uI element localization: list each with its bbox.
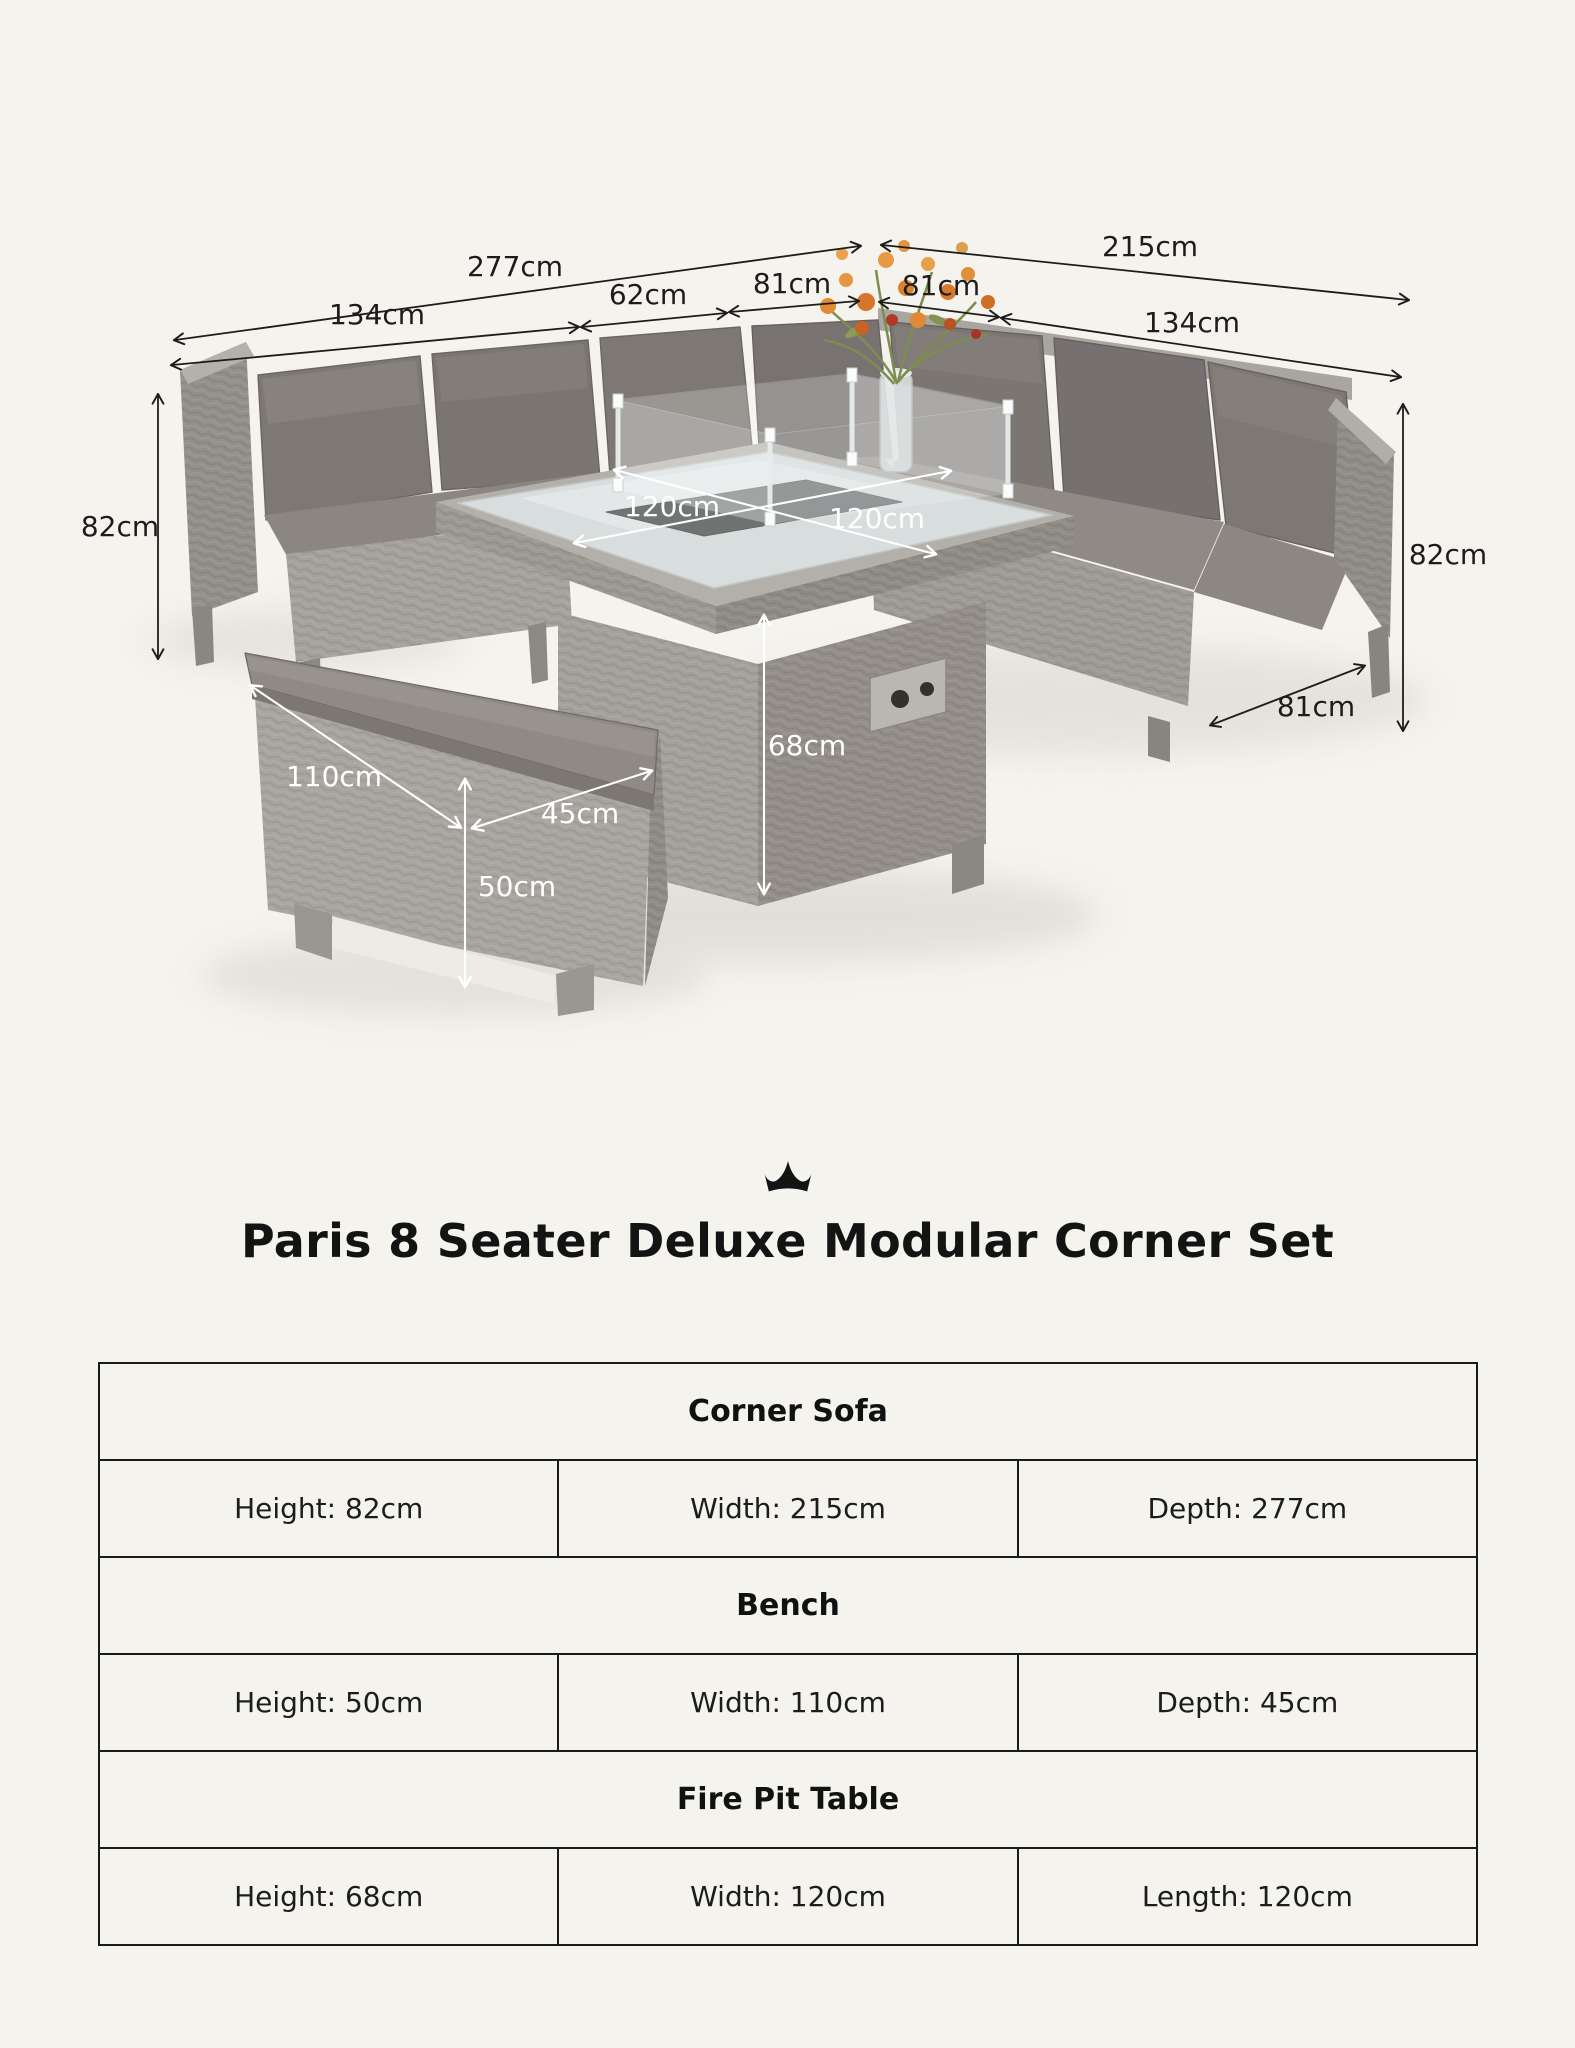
spec-cell: Height: 68cm xyxy=(99,1848,558,1945)
dimension-label: 62cm xyxy=(608,278,688,311)
spec-cell: Depth: 277cm xyxy=(1018,1460,1477,1557)
dimension-label: 110cm xyxy=(285,760,383,793)
dimension-label: 45cm xyxy=(540,797,620,830)
spec-cell: Height: 50cm xyxy=(99,1654,558,1751)
spec-section-row xyxy=(99,1363,1477,1460)
spec-cell: Height: 82cm xyxy=(99,1460,558,1557)
dimension-label: 82cm xyxy=(1408,538,1488,571)
dimension-label: 277cm xyxy=(466,250,564,283)
dimension-label: 215cm xyxy=(1101,230,1199,263)
dimension-label: 81cm xyxy=(752,267,832,300)
spec-section-header: Fire Pit Table xyxy=(99,1751,1477,1848)
spec-section-header: Corner Sofa xyxy=(99,1363,1477,1460)
dimension-label: 134cm xyxy=(1143,306,1241,339)
spec-values-row xyxy=(99,1654,1477,1751)
spec-cell: Width: 215cm xyxy=(558,1460,1017,1557)
dimension-label: 120cm xyxy=(623,490,721,523)
crown-icon xyxy=(764,1158,812,1196)
dimension-label: 81cm xyxy=(1276,690,1356,723)
spec-values-row xyxy=(99,1460,1477,1557)
spec-table xyxy=(98,1362,1478,1946)
spec-values-row xyxy=(99,1848,1477,1945)
dimension-label: 82cm xyxy=(80,510,160,543)
spec-section-header: Bench xyxy=(99,1557,1477,1654)
spec-section-row xyxy=(99,1751,1477,1848)
dimension-label: 120cm xyxy=(828,502,926,535)
spec-cell: Width: 120cm xyxy=(558,1848,1017,1945)
dimension-label: 50cm xyxy=(477,870,557,903)
spec-cell: Width: 110cm xyxy=(558,1654,1017,1751)
spec-section-row xyxy=(99,1557,1477,1654)
dimension-label: 81cm xyxy=(901,269,981,302)
page-title: Paris 8 Seater Deluxe Modular Corner Set xyxy=(241,1214,1334,1268)
dimension-label: 68cm xyxy=(767,729,847,762)
dimension-label: 134cm xyxy=(328,298,426,331)
spec-cell: Length: 120cm xyxy=(1018,1848,1477,1945)
spec-cell: Depth: 45cm xyxy=(1018,1654,1477,1751)
